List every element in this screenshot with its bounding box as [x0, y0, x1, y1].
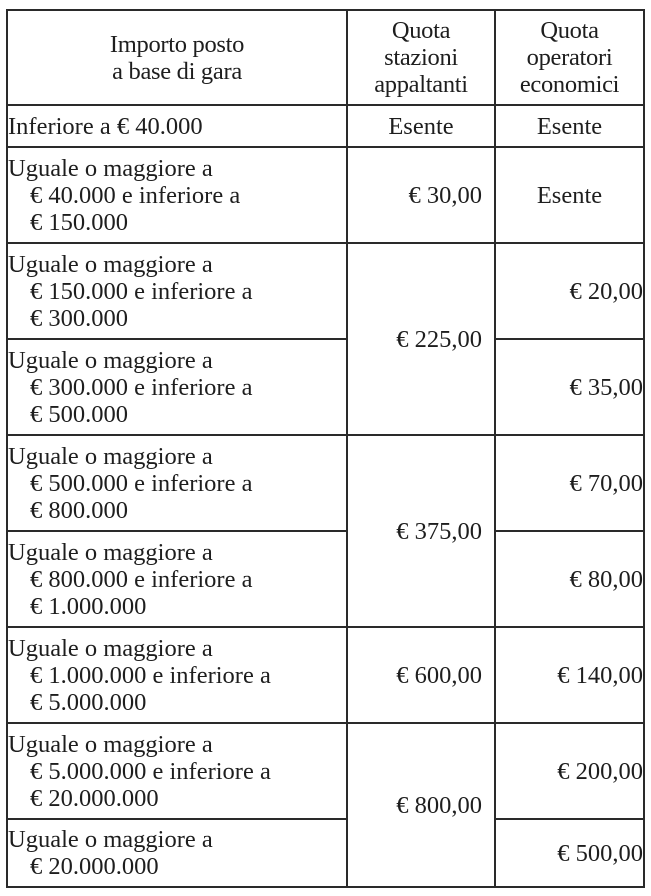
table-row — [7, 435, 644, 531]
importo-cell: Uguale o maggiore a € 40.000 e inferiore a € 150.000 — [7, 147, 347, 243]
table-row — [7, 531, 644, 627]
quota-stazioni-cell: € 30,00 — [347, 147, 495, 243]
table-row — [7, 339, 644, 435]
importo-cell: Uguale o maggiore a € 150.000 e inferiore a € 300.000 — [7, 243, 347, 339]
importo-cell: Uguale o maggiore a € 5.000.000 e inferiore a € 20.000.000 — [7, 723, 347, 819]
importo-cell: Uguale o maggiore a € 500.000 e inferiore a € 800.000 — [7, 435, 347, 531]
table-row — [7, 627, 644, 723]
quota-operatori-cell: € 70,00 — [495, 435, 644, 531]
quota-operatori-cell: € 80,00 — [495, 531, 644, 627]
importo-cell: Uguale o maggiore a € 1.000.000 e inferiore a € 5.000.000 — [7, 627, 347, 723]
quota-operatori-cell: € 35,00 — [495, 339, 644, 435]
quota-operatori-cell: € 20,00 — [495, 243, 644, 339]
table-row — [7, 819, 644, 887]
importo-cell: Uguale o maggiore a € 20.000.000 — [7, 819, 347, 887]
quota-operatori-cell: € 500,00 — [495, 819, 644, 887]
quota-operatori-cell: € 200,00 — [495, 723, 644, 819]
quota-stazioni-cell: € 600,00 — [347, 627, 495, 723]
quota-stazioni-cell: € 375,00 — [347, 435, 495, 627]
quota-operatori-cell: € 140,00 — [495, 627, 644, 723]
contribution-fees-table — [6, 9, 645, 888]
importo-cell: Uguale o maggiore a € 800.000 e inferiore a € 1.000.000 — [7, 531, 347, 627]
importo-cell: Inferiore a € 40.000 — [7, 105, 347, 147]
header-quota-operatori: Quota operatori economici — [495, 10, 644, 105]
table-row — [7, 147, 644, 243]
quota-stazioni-cell: € 800,00 — [347, 723, 495, 887]
header-importo: Importo posto a base di gara — [7, 10, 347, 105]
importo-cell: Uguale o maggiore a € 300.000 e inferiore a € 500.000 — [7, 339, 347, 435]
quota-stazioni-cell: € 225,00 — [347, 243, 495, 435]
table-row — [7, 105, 644, 147]
table-header-row — [7, 10, 644, 105]
quota-operatori-cell: Esente — [495, 105, 644, 147]
table-row — [7, 243, 644, 339]
quota-operatori-cell: Esente — [495, 147, 644, 243]
quota-stazioni-cell: Esente — [347, 105, 495, 147]
table-row — [7, 723, 644, 819]
header-quota-stazioni: Quota stazioni appaltanti — [347, 10, 495, 105]
